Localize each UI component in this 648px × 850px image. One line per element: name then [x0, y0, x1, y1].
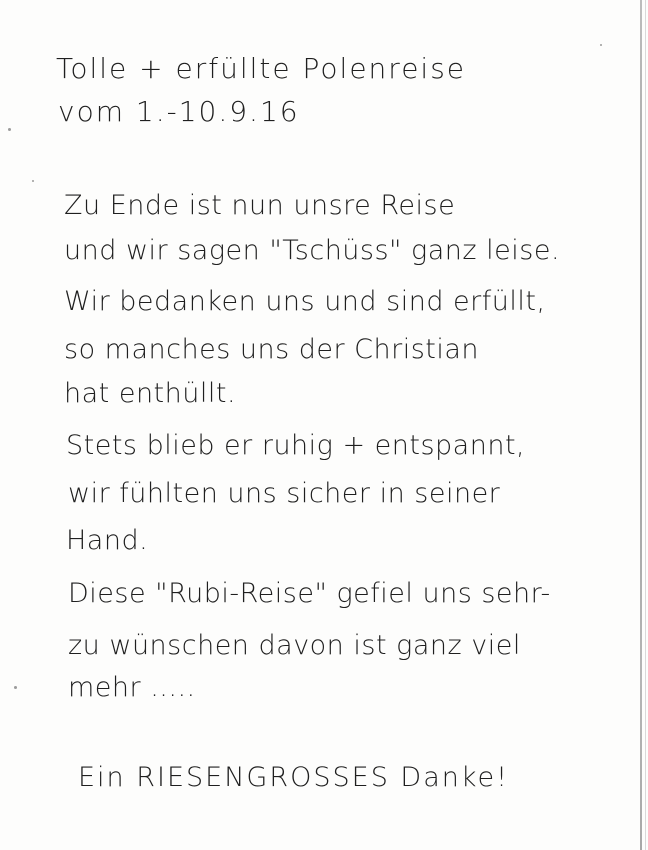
- paper-speck: [8, 128, 11, 131]
- poem-line-2: und wir sagen "Tschüss" ganz leise.: [64, 235, 561, 266]
- poem-line-8: Hand.: [66, 525, 149, 556]
- poem-line-6: Stets blieb er ruhig + entspannt,: [66, 430, 526, 461]
- poem-line-3: Wir bedanken uns und sind erfüllt,: [64, 286, 546, 317]
- poem-line-1: Zu Ende ist nun unsre Reise: [64, 190, 456, 221]
- poem-line-4: so manches uns der Christian: [64, 334, 480, 365]
- paper-edge-line: [645, 0, 646, 850]
- poem-line-11: mehr .....: [68, 672, 196, 703]
- poem-line-7: wir fühlten uns sicher in seiner: [68, 478, 501, 509]
- paper-speck: [14, 686, 17, 689]
- title-line-1: Tolle + erfüllte Polenreise: [56, 52, 467, 85]
- paper-speck: [600, 44, 602, 46]
- closing-thanks: Ein RIESENGROSSES Danke!: [78, 762, 509, 793]
- title-line-2: vom 1.-10.9.16: [58, 95, 300, 128]
- poem-line-5: hat enthüllt.: [64, 378, 237, 409]
- paper-speck: [32, 180, 34, 182]
- paper-edge-shadow: [640, 0, 642, 850]
- poem-line-10: zu wünschen davon ist ganz viel: [68, 630, 521, 661]
- poem-line-9: Diese "Rubi-Reise" gefiel uns sehr-: [68, 578, 551, 609]
